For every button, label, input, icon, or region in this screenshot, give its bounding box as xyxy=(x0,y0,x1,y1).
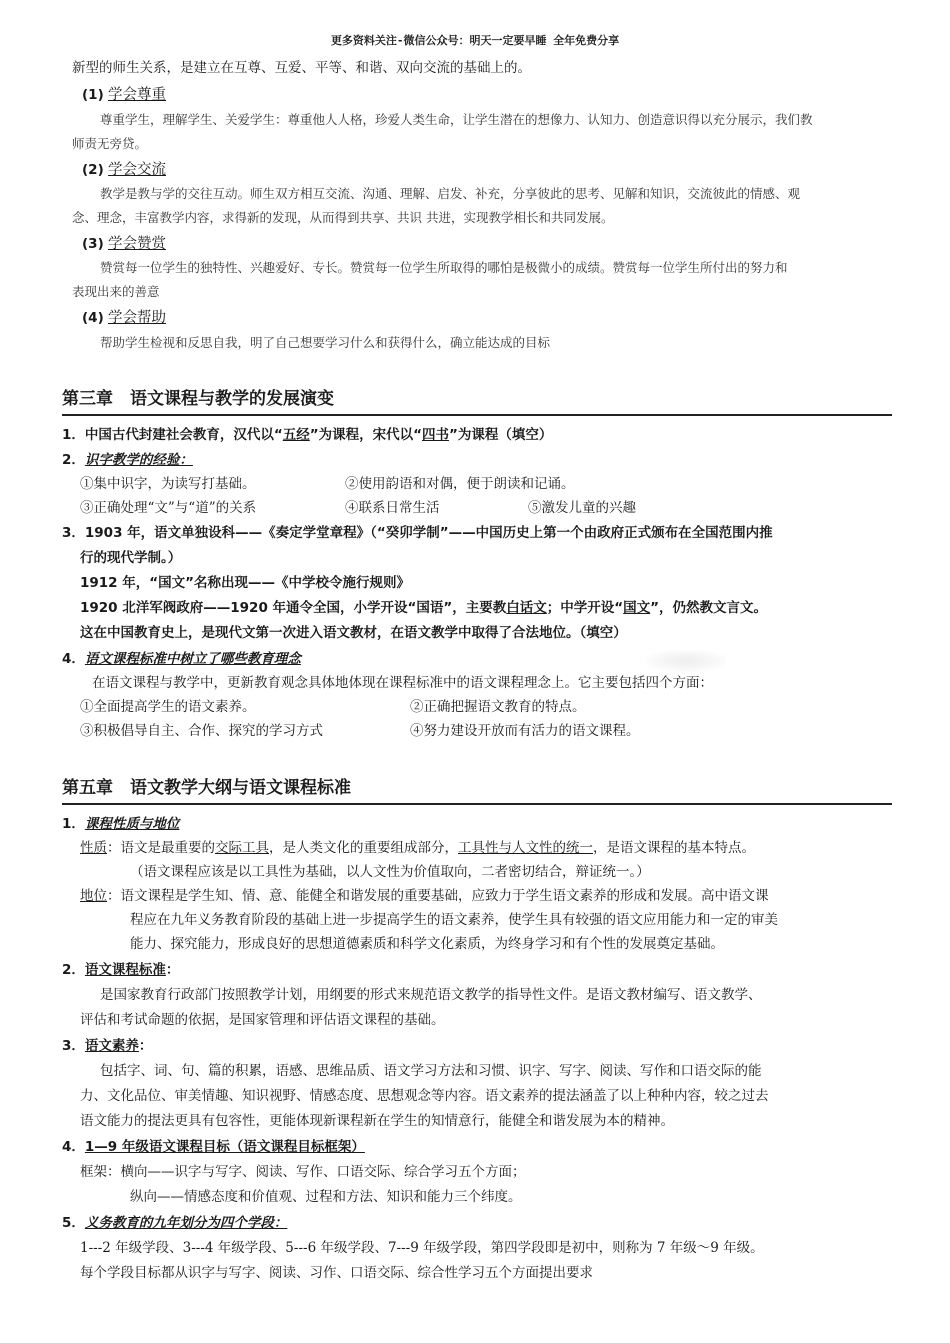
ch5-item-2-text: 是国家教育行政部门按照教学计划，用纲要的形式来规范语文教学的指导性文件。是语文教材编写、语文教学、 xyxy=(100,987,762,1003)
ch3-item-1-text: ”为课程，宋代以“ xyxy=(309,427,423,443)
ch5-item-3-text: 包括字、词、句、篇的积累，语感、思维品质、语文学习方法和习惯、识字、写字、阅读、写作和口语交际的能 xyxy=(100,1063,762,1079)
ch5-item-2-title: 语文课程标准 xyxy=(84,962,166,978)
skill-1-heading xyxy=(82,85,166,105)
ch3-item-3-line: 这在中国教育史上，是现代文第一次进入语文教材，在语文教学中取得了合法地位。（填空） xyxy=(80,625,627,641)
ch3-item-3-line: 3．1903 年，语文单独设科——《奏定学堂章程》（“癸卯学制”——中国历史上第一个由政府正式颁布在全国范围内推 xyxy=(62,525,773,541)
ch3-item-4-point: ③积极倡导自主、合作、探究的学习方式 xyxy=(80,723,323,739)
ch3-item-1-text: ”为课程（填空） xyxy=(449,427,553,443)
ch5-item-4-title: 1—9 年级语文课程目标（语文课程目标框架） xyxy=(84,1139,365,1155)
ch5-item-4-heading xyxy=(62,1137,365,1157)
header-banner: 更多资料关注-微信公众号：明天一定要早睡 全年免费分享 xyxy=(330,34,620,47)
ch5-nature-key: 工具性与人文性的统一 xyxy=(458,840,593,856)
ch3-item-1-text: 1．中国古代封建社会教育，汉代以“ xyxy=(62,427,283,443)
ch5-item-4-text: 纵向——情感态度和价值观、过程和方法、知识和能力三个纬度。 xyxy=(130,1189,522,1205)
ch3-item-4-title: 语文课程标准中树立了哪些教育理念 xyxy=(84,651,301,667)
intro-line: 新型的师生关系，是建立在互尊、互爱、平等、和谐、双向交流的基础上的。 xyxy=(72,60,531,76)
ch3-item-1 xyxy=(62,425,552,445)
chapter-5-rule xyxy=(62,803,892,805)
ch3-item-3-key: 白话文 xyxy=(506,600,547,616)
ch5-nature-text: ，是语文课程的基本特点。 xyxy=(593,840,755,856)
skill-3-title: 学会赞赏 xyxy=(108,236,167,252)
ch5-nature-note: （语文课程应该是以工具性为基础，以人文性为价值取向，二者密切结合，辩证统一。） xyxy=(130,864,650,880)
ch3-item-3-line: 1912 年，“国文”名称出现——《中学校令施行规则》 xyxy=(80,575,411,591)
ch3-item-2-point: ①集中识字，为读写打基础。 xyxy=(80,476,256,492)
ch5-item-4-num: 4． xyxy=(62,1139,85,1155)
skill-2-title: 学会交流 xyxy=(108,162,167,178)
ch3-item-2-num: 2． xyxy=(62,452,85,468)
skill-1-text: 尊重学生，理解学生、关爱学生：尊重他人人格，珍爱人类生命，让学生潜在的想像力、认知力、创造意识得以充分展示，我们教 xyxy=(100,112,813,127)
skill-2-num: (2) xyxy=(82,162,104,178)
ch5-item-4-text: 框架：横向——识字与写字、阅读、写作、口语交际、综合学习五个方面； xyxy=(80,1164,526,1180)
ch3-item-3-text: ；中学开设“ xyxy=(546,600,624,616)
ch5-item-5-text: 每个学段目标都从识字与写字、阅读、习作、口语交际、综合性学习五个方面提出要求 xyxy=(80,1265,593,1281)
ch3-item-2-point: ③正确处理“文”与“道”的关系 xyxy=(80,500,257,516)
ch3-item-2-point: ④联系日常生活 xyxy=(345,500,440,516)
ch3-item-4-intro: 在语文课程与教学中，更新教育观念具体地体现在课程标准中的语文课程理念上。它主要包括四个方面： xyxy=(92,675,713,691)
skill-3-num: (3) xyxy=(82,236,104,252)
ch3-item-3-text: 1920 北洋军阀政府——1920 年通令全国，小学开设“国语”，主要教 xyxy=(80,600,507,616)
ch3-item-3-line xyxy=(80,598,767,618)
ch3-item-1-key: 五经 xyxy=(282,427,310,443)
ch5-item-3-colon: ： xyxy=(138,1038,153,1054)
ch3-item-4-heading xyxy=(62,649,301,669)
skill-1-text: 师责无旁贷。 xyxy=(72,136,148,151)
ch5-item-2-text: 评估和考试命题的依据，是国家管理和评估语文课程的基础。 xyxy=(80,1012,445,1028)
skill-2-heading xyxy=(82,160,166,180)
ch5-item-3-heading xyxy=(62,1036,152,1056)
ch5-item-1-title: 课程性质与地位 xyxy=(84,816,180,832)
ch5-item-3-text: 语文能力的提法更具有包容性，更能体现新课程新在学生的知情意行，能健全和谐发展为本的精神。 xyxy=(80,1113,674,1129)
ch5-item-5-text: 1---2 年级学段、3---4 年级学段、5---6 年级学段、7---9 年级学段，第四学段即是初中，则称为 7 年级～9 年级。 xyxy=(80,1240,764,1256)
skill-3-text: 表现出来的善意 xyxy=(72,284,160,299)
skill-4-text: 帮助学生检视和反思自我，明了自己想要学习什么和获得什么，确立能达成的目标 xyxy=(100,335,551,350)
ch5-item-5-title: 义务教育的九年划分为四个学段： xyxy=(84,1215,288,1231)
skill-2-text: 教学是教与学的交往互动。师生双方相互交流、沟通、理解、启发、补充，分享彼此的思考、见解和知识，交流彼此的情感、观 xyxy=(100,186,801,201)
ch5-item-5-num: 5． xyxy=(62,1215,85,1231)
ch5-nature-line xyxy=(80,838,755,858)
ch5-nature-label: 性质 xyxy=(80,840,107,856)
ch3-item-4-point: ②正确把握语文教育的特点。 xyxy=(410,699,586,715)
skill-4-num: (4) xyxy=(82,310,104,326)
ch5-item-1-num: 1． xyxy=(62,816,85,832)
ch3-item-4-point: ①全面提高学生的语文素养。 xyxy=(80,699,256,715)
skill-2-text: 念、理念，丰富教学内容，求得新的发现，从而得到共享、共识 共进，实现教学相长和共同发展。 xyxy=(72,210,614,225)
ch3-item-3-key: 国文 xyxy=(623,600,651,616)
ch5-item-2-heading xyxy=(62,960,179,980)
ch5-item-3-title: 语文素养 xyxy=(84,1038,139,1054)
skill-3-text: 赞赏每一位学生的独特性、兴趣爱好、专长。赞赏每一位学生所取得的哪怕是极微小的成绩。赞赏每一位学生所付出的努力和 xyxy=(100,260,788,275)
ch5-nature-text: ，是人类文化的重要组成部分， xyxy=(269,840,458,856)
ch5-status-line xyxy=(80,886,769,906)
ch5-item-2-num: 2． xyxy=(62,962,85,978)
ch3-item-2-point: ②使用韵语和对偶，便于朗读和记诵。 xyxy=(345,476,575,492)
ch3-item-1-key: 四书 xyxy=(422,427,450,443)
skill-1-title: 学会尊重 xyxy=(108,87,167,103)
ch3-item-4-point: ④努力建设开放而有活力的语文课程。 xyxy=(410,723,640,739)
ch5-status-line: 能力、探究能力，形成良好的思想道德素质和科学文化素质，为终身学习和有个性的发展奠定基础。 xyxy=(130,936,724,952)
ch5-status-text: ：语文课程是学生知、情、意、能健全和谐发展的重要基础，应致力于学生语文素养的形成和发展。高中语文课 xyxy=(107,888,769,904)
ch5-item-2-colon: ： xyxy=(165,962,180,978)
ch3-item-2-title: 识字教学的经验： xyxy=(84,452,193,468)
ch3-item-2-point: ⑤激发儿童的兴趣 xyxy=(528,500,636,516)
skill-4-heading xyxy=(82,308,166,328)
skill-4-title: 学会帮助 xyxy=(108,310,167,326)
ch3-item-3-line: 行的现代学制。） xyxy=(80,550,182,566)
ch5-status-label: 地位 xyxy=(80,888,107,904)
ch5-item-5-heading xyxy=(62,1213,287,1233)
ch5-nature-text: ：语文是最重要的 xyxy=(107,840,215,856)
ch3-item-4-num: 4． xyxy=(62,651,85,667)
chapter-3-rule xyxy=(62,414,892,416)
ch5-item-3-num: 3． xyxy=(62,1038,85,1054)
scan-smudge xyxy=(646,650,726,672)
ch5-item-3-text: 力、文化品位、审美情趣、知识视野、情感态度、思想观念等内容。语文素养的提法涵盖了以上种种内容，较之过去 xyxy=(80,1088,769,1104)
skill-3-heading xyxy=(82,234,166,254)
ch3-item-3-text: ”，仍然教文言文。 xyxy=(650,600,768,616)
skill-1-num: (1) xyxy=(82,87,104,103)
chapter-5-title: 第五章 语文教学大纲与语文课程标准 xyxy=(62,778,351,798)
ch5-item-1-heading xyxy=(62,814,179,834)
chapter-3-title: 第三章 语文课程与教学的发展演变 xyxy=(62,389,334,409)
ch5-status-line: 程应在九年义务教育阶段的基础上进一步提高学生的语文素养，使学生具有较强的语文应用能力和一定的审美 xyxy=(130,912,778,928)
ch5-nature-key: 交际工具 xyxy=(215,840,269,856)
ch3-item-2-heading xyxy=(62,450,193,470)
